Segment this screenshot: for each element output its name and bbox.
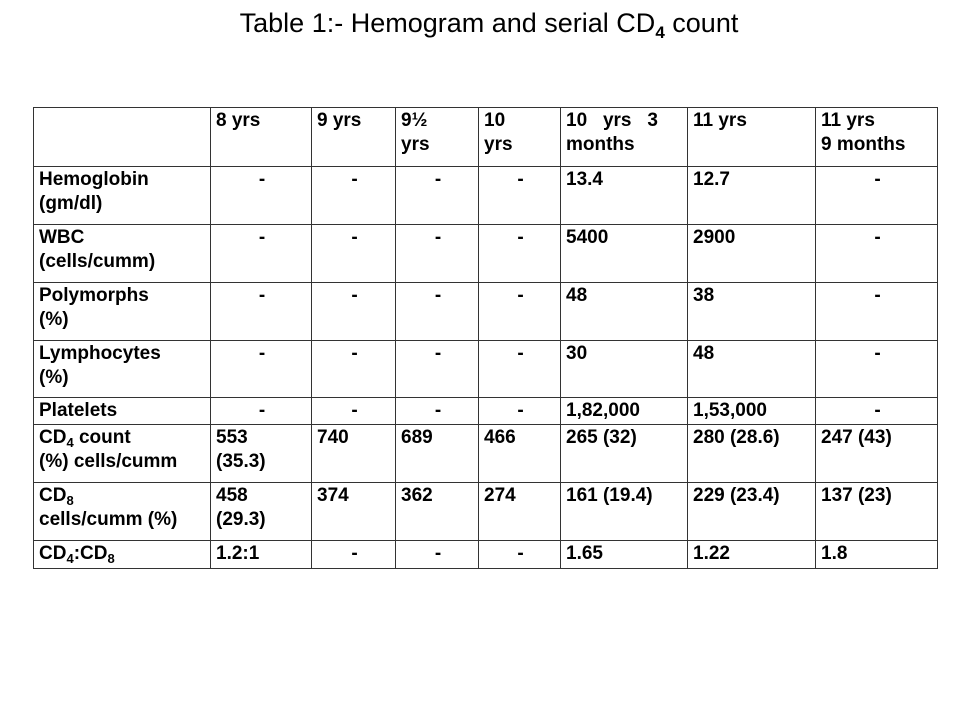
cell: - xyxy=(312,283,396,341)
cell: - xyxy=(312,167,396,225)
row-label xyxy=(34,398,211,425)
row-label-line2: (%) xyxy=(39,367,69,388)
row-label xyxy=(34,425,211,483)
header-row xyxy=(34,108,938,167)
label-subscript: 4 xyxy=(66,435,74,450)
cell: - xyxy=(396,341,479,398)
cell: - xyxy=(816,283,938,341)
cell: - xyxy=(312,541,396,569)
row-label-line1: Polymorphs xyxy=(39,285,149,306)
cell: - xyxy=(816,167,938,225)
table-row-polymorphs xyxy=(34,283,938,341)
label-subscript: 8 xyxy=(107,551,115,566)
table-row-platelets xyxy=(34,398,938,425)
cell: - xyxy=(479,341,561,398)
header-label: 11 yrs xyxy=(693,110,747,131)
header-label: 11 yrs xyxy=(821,110,875,131)
row-label-line1: Lymphocytes xyxy=(39,343,161,364)
cell: - xyxy=(396,283,479,341)
label-part: :CD xyxy=(73,543,108,564)
cell: 280 (28.6) xyxy=(688,425,816,483)
cell: - xyxy=(211,225,312,283)
label-subscript: 8 xyxy=(66,493,74,508)
cell: 1.65 xyxy=(561,541,688,569)
cell: - xyxy=(396,225,479,283)
header-label: 10 yrs 3 xyxy=(566,110,658,131)
row-label xyxy=(34,283,211,341)
table-row-cd8 xyxy=(34,483,938,541)
header-10yrs xyxy=(479,108,561,167)
cell: - xyxy=(479,167,561,225)
header-label: 9½ xyxy=(401,110,428,131)
row-label-line1: Platelets xyxy=(39,400,118,421)
cell: 374 xyxy=(312,483,396,541)
cell: 38 xyxy=(688,283,816,341)
row-label-line2: (%) cells/cumm xyxy=(39,451,178,472)
header-8yrs xyxy=(211,108,312,167)
label-part: count xyxy=(73,427,131,448)
cell: - xyxy=(479,283,561,341)
cell: 1.22 xyxy=(688,541,816,569)
cell: 13.4 xyxy=(561,167,688,225)
row-label-line1 xyxy=(39,484,207,508)
cell-line2: (29.3) xyxy=(216,509,266,530)
header-label: yrs xyxy=(401,134,430,155)
row-label-line2: (cells/cumm) xyxy=(39,251,156,272)
cell: - xyxy=(479,225,561,283)
row-label-line1: Hemoglobin xyxy=(39,169,149,190)
cell: 1,53,000 xyxy=(688,398,816,425)
cell: - xyxy=(479,541,561,569)
cell: 5400 xyxy=(561,225,688,283)
cell: - xyxy=(312,341,396,398)
header-label: 10 xyxy=(484,110,506,131)
label-subscript: 4 xyxy=(66,551,74,566)
header-9yrs xyxy=(312,108,396,167)
row-label xyxy=(34,167,211,225)
table-row-cd4-cd8-ratio xyxy=(34,541,938,569)
header-label: 9 yrs xyxy=(317,110,362,131)
row-label xyxy=(34,483,211,541)
row-label-line1 xyxy=(39,426,207,450)
cell: 1.2:1 xyxy=(211,541,312,569)
cell: 2900 xyxy=(688,225,816,283)
title-text: Table 1:- Hemogram and serial CD xyxy=(239,8,656,38)
cell: - xyxy=(312,398,396,425)
cell: - xyxy=(312,225,396,283)
cell: - xyxy=(211,398,312,425)
cell: 48 xyxy=(688,341,816,398)
cell-line1: 553 xyxy=(216,427,248,448)
header-11yrs-9months xyxy=(816,108,938,167)
row-label-line2: (gm/dl) xyxy=(39,193,103,214)
header-label: yrs xyxy=(484,134,513,155)
cell: - xyxy=(396,541,479,569)
header-label: 8 yrs xyxy=(216,110,261,131)
table-row-lymphocytes xyxy=(34,341,938,398)
cell: 466 xyxy=(479,425,561,483)
header-cell-empty xyxy=(34,108,211,167)
cell: 274 xyxy=(479,483,561,541)
row-label-line2: (%) xyxy=(39,309,69,330)
label-part: CD xyxy=(39,543,67,564)
label-part: CD xyxy=(39,485,67,506)
page-title xyxy=(0,8,960,42)
cell: 740 xyxy=(312,425,396,483)
title-subscript: 4 xyxy=(655,23,665,42)
cell: 689 xyxy=(396,425,479,483)
cell: - xyxy=(816,341,938,398)
row-label-line2: cells/cumm (%) xyxy=(39,509,178,530)
header-label: 9 months xyxy=(821,134,906,155)
row-label xyxy=(34,541,211,569)
title-suffix: count xyxy=(664,8,739,38)
header-10yrs-3months xyxy=(561,108,688,167)
row-label-line1: WBC xyxy=(39,227,85,248)
cell: 1.8 xyxy=(816,541,938,569)
cell: - xyxy=(396,398,479,425)
cell xyxy=(211,483,312,541)
header-11yrs xyxy=(688,108,816,167)
hemogram-table xyxy=(33,107,938,569)
cell-line2: (35.3) xyxy=(216,451,266,472)
cell: 30 xyxy=(561,341,688,398)
cell: 137 (23) xyxy=(816,483,938,541)
cell: - xyxy=(211,167,312,225)
cell: - xyxy=(816,398,938,425)
cell: - xyxy=(211,283,312,341)
cell: - xyxy=(816,225,938,283)
cell: 229 (23.4) xyxy=(688,483,816,541)
cell: - xyxy=(211,341,312,398)
cell: 161 (19.4) xyxy=(561,483,688,541)
table-row-hemoglobin xyxy=(34,167,938,225)
row-label xyxy=(34,225,211,283)
label-part: CD xyxy=(39,427,67,448)
header-9half-yrs xyxy=(396,108,479,167)
table-row-wbc xyxy=(34,225,938,283)
header-label: months xyxy=(566,134,635,155)
cell xyxy=(211,425,312,483)
cell: - xyxy=(479,398,561,425)
row-label xyxy=(34,341,211,398)
cell: - xyxy=(396,167,479,225)
cell: 265 (32) xyxy=(561,425,688,483)
table-row-cd4-count xyxy=(34,425,938,483)
cell: 12.7 xyxy=(688,167,816,225)
cell: 247 (43) xyxy=(816,425,938,483)
cell: 362 xyxy=(396,483,479,541)
cell-line1: 458 xyxy=(216,485,248,506)
cell: 48 xyxy=(561,283,688,341)
cell: 1,82,000 xyxy=(561,398,688,425)
